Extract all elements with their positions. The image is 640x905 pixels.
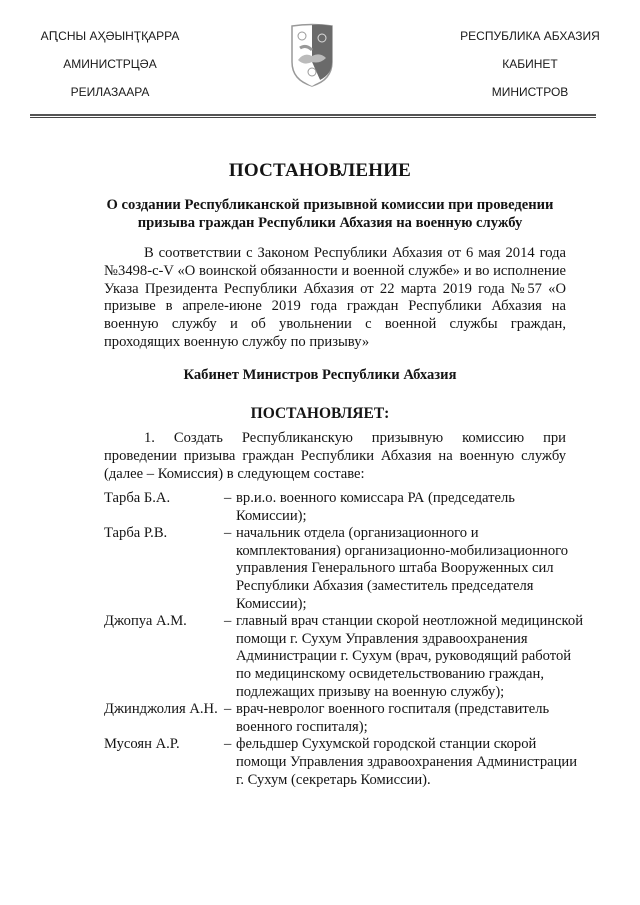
commission-members-list <box>104 490 584 789</box>
clause-1-paragraph <box>104 430 566 483</box>
member-role: вр.и.о. военного комиссара РА (председатель Комиссии); <box>236 490 515 524</box>
header-left-line-3: РЕИЛАЗААРА <box>70 85 150 99</box>
member-name: Мусоян А.Р. <box>104 736 180 753</box>
header-right-line-2: КАБИНЕТ <box>502 57 558 71</box>
subtitle-line-1: О создании Республиканской призывной комиссии при проведении <box>106 197 554 213</box>
document-subtitle <box>100 196 560 232</box>
header-right-russian <box>440 29 620 113</box>
coat-of-arms-icon <box>290 22 334 88</box>
member-name: Тарба Р.В. <box>104 525 168 542</box>
member-dash: – <box>224 613 232 630</box>
header-right-line-3: МИНИСТРОВ <box>491 85 569 99</box>
member-name: Джинджолия А.Н. <box>104 701 218 718</box>
member-row <box>104 701 584 736</box>
document-title: ПОСТАНОВЛЕНИЕ <box>228 160 412 181</box>
member-role: главный врач станции скорой неотложной медицинской помощи г. Сухум Управления здравоохранения Администрации г. Сухум (врач, руководящий работой по медицинскому освидетельствованию граждан, подлежащих призыву на военную службу); <box>236 613 583 700</box>
member-role: врач-невролог военного госпиталя (представитель военного госпиталя); <box>236 701 550 735</box>
member-dash: – <box>224 525 232 542</box>
preamble-paragraph <box>104 245 566 352</box>
header-left-line-1: АԤСНЫ АҲӘЫНҬҚАРРА <box>40 29 180 43</box>
subtitle-line-2: призыва граждан Республики Абхазия на военную службу <box>137 215 523 231</box>
member-dash: – <box>224 701 232 718</box>
member-role: начальник отдела (организационного и комплектования) организационно-мобилизационного управления Генерального штаба Вооруженных сил Республики Абхазия (заместитель председателя Комиссии); <box>236 525 569 612</box>
member-role: фельдшер Сухумской городской станции скорой помощи Управления здравоохранения Администрации г. Сухум (секретарь Комиссии). <box>236 736 578 788</box>
header-left-line-2: АМИНИСТРЦӘА <box>63 57 157 71</box>
clause-1-text: 1. Создать Республиканскую призывную комиссию при проведении призыва граждан Республики Абхазия на военную службу (далее – Комиссия) в следующем составе: <box>104 430 566 482</box>
member-dash: – <box>224 736 232 753</box>
member-name: Тарба Б.А. <box>104 490 171 506</box>
header-right-line-1: РЕСПУБЛИКА АБХАЗИЯ <box>460 29 600 43</box>
member-dash: – <box>224 490 232 506</box>
member-row <box>104 525 584 613</box>
resolves-heading: ПОСТАНОВЛЯЕТ: <box>250 405 390 422</box>
header-divider <box>30 114 596 120</box>
issuer-heading: Кабинет Министров Республики Абхазия <box>183 367 457 383</box>
member-name: Джопуа А.М. <box>104 613 187 630</box>
header-left-abkhaz <box>30 29 190 113</box>
member-row <box>104 613 584 701</box>
preamble-text: В соответствии с Законом Республики Абхазия от 6 мая 2014 года №3498-с-V «О воинской обязанности и военной службе» и во исполнение Указа Президента Республики Абхазия от 22 марта 2019 года №57 «О призыве в апреле-июне 2019 года граждан Республики Абхазия на военную службу и об увольнении с военной службы граждан, проходящих военную службу по призыву» <box>104 245 566 350</box>
member-row <box>104 490 584 525</box>
member-row <box>104 736 584 789</box>
